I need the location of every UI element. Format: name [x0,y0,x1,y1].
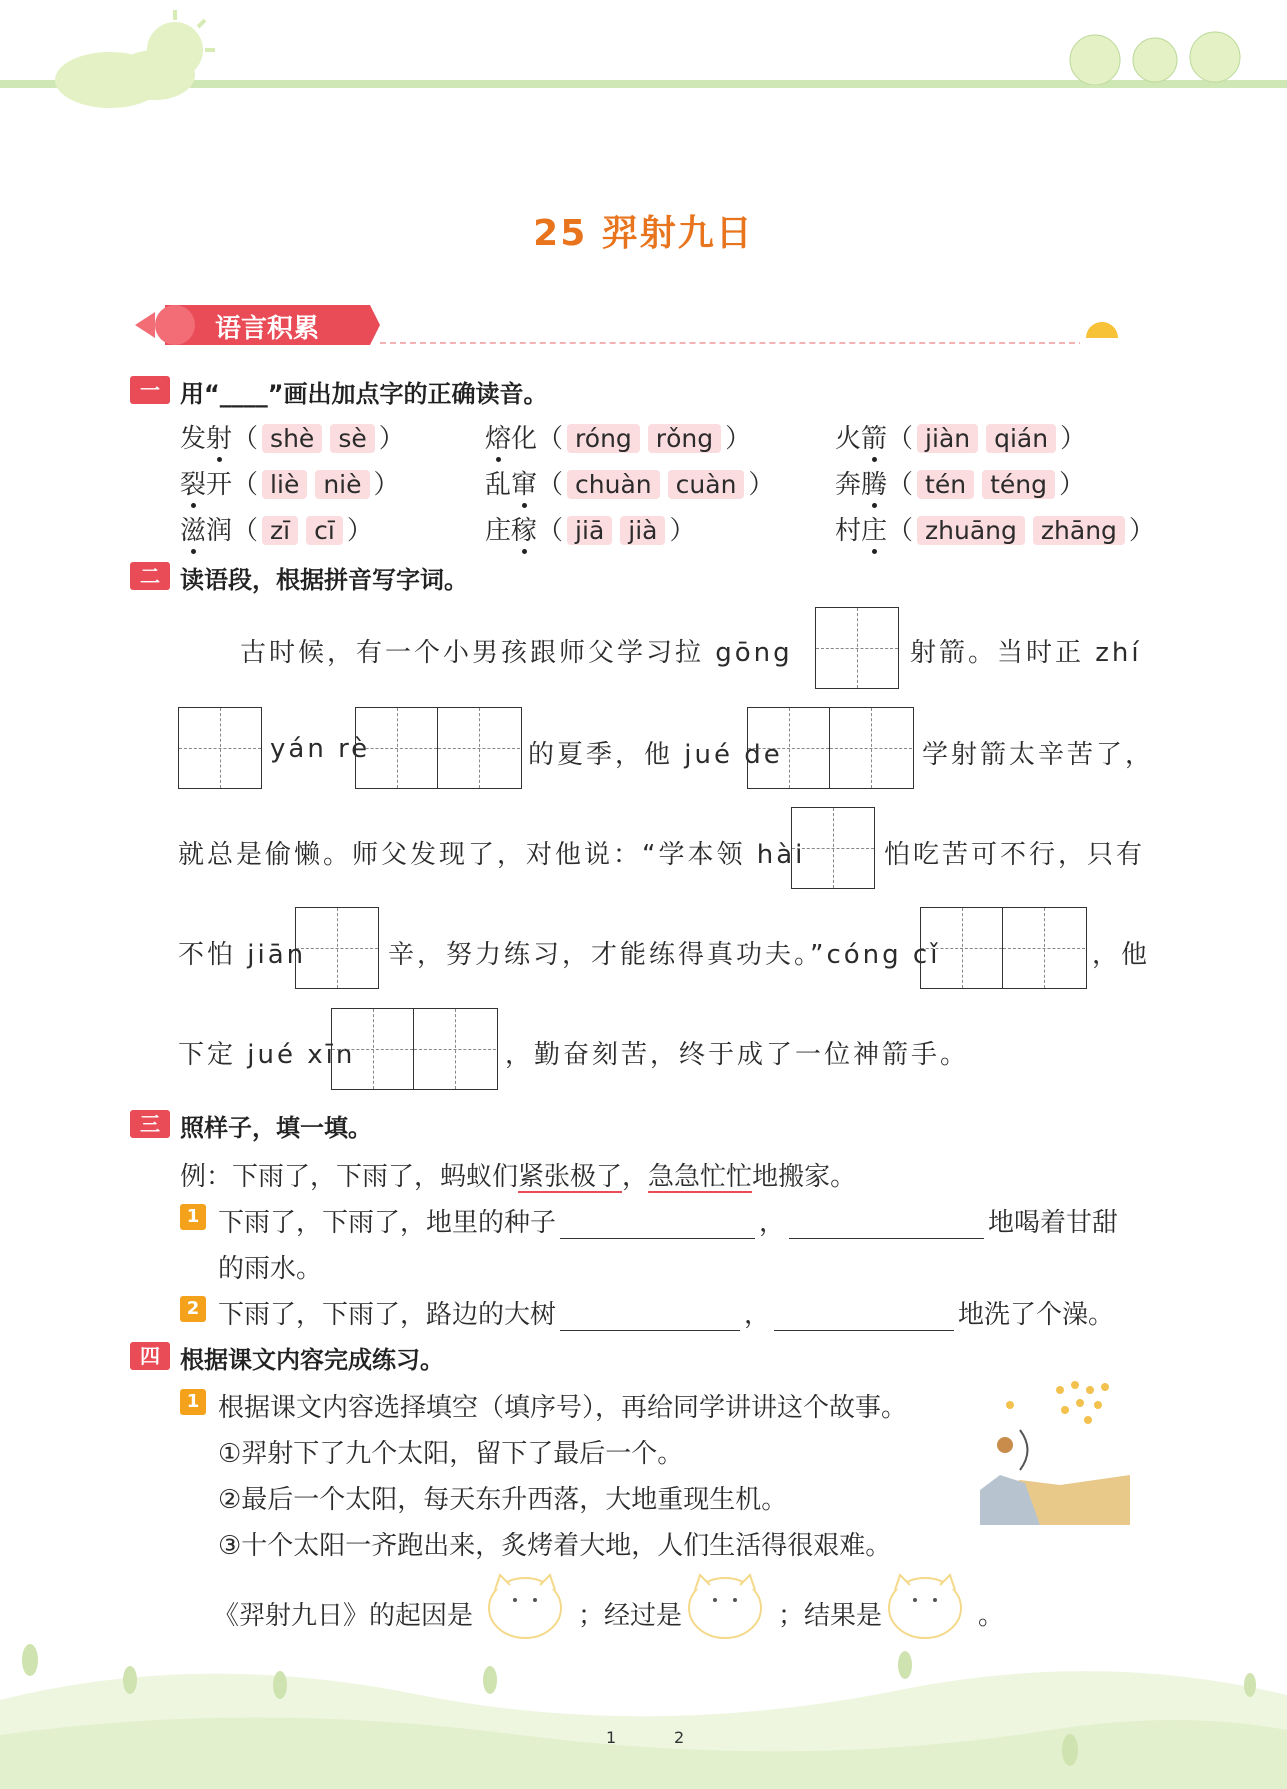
answer-grid-juexin[interactable] [331,1008,498,1090]
paren-open: （ [887,470,914,500]
pinyin-char: 润 [206,516,233,546]
q3-1-text-b: 地喝着甘甜 [988,1208,1119,1238]
paren-close: ） [669,516,696,546]
section-heading-2: 读语段，根据拼音写字词。 [180,566,468,594]
q4-item-2: ②最后一个太阳，每天东升西落，大地重现生机。 [218,1485,788,1515]
banner-divider [380,342,1085,344]
q3-2-text-a: 下雨了，下雨了，路边的大树 [218,1300,557,1330]
passage-line-4a: 不怕 jiān [178,940,307,970]
pinyin-dotted-char: 腾 [861,470,888,500]
sun-icon [1080,310,1130,350]
paren-close: ） [748,470,775,500]
q4-instruction: 根据课文内容选择填空（填序号），再给同学讲讲这个故事。 [218,1393,908,1423]
q3-1-sep: ， [759,1208,786,1238]
pinyin-option[interactable]: shè [262,424,322,453]
q3-2-blank-b[interactable] [774,1306,954,1331]
paren-open: （ [887,424,914,454]
pinyin-char: 火 [835,424,862,454]
pinyin-dotted-char: 裂 [180,470,207,500]
section-number-1: 一 [130,376,170,404]
paren-open: （ [537,470,564,500]
q4-fill-a: 《羿射九日》的起因是 [213,1601,474,1631]
example-prefix: 例：下雨了，下雨了，蚂蚁们 [180,1162,519,1192]
pinyin-dotted-char: 窜 [511,470,538,500]
cartoon-animals-decor [1055,25,1255,85]
answer-grid-congci[interactable] [920,907,1087,989]
pinyin-option[interactable]: qián [986,424,1056,453]
pinyin-option[interactable]: cī [306,516,343,545]
paren-open: （ [887,516,914,546]
pinyin-option[interactable]: sè [330,424,374,453]
pinyin-char: 发 [180,424,207,454]
answer-grid-hai[interactable] [791,807,875,889]
example-underline-2: 急急忙忙 [648,1162,753,1192]
pinyin-dotted-char: 箭 [861,424,888,454]
pinyin-option[interactable]: jiàn [917,424,978,453]
pinyin-option[interactable]: zī [262,516,298,545]
example-sentence [180,1156,856,1193]
q3-2-text-b: 地洗了个澡。 [958,1300,1115,1330]
q3-2-sep: ， [744,1300,771,1330]
paren-open: （ [537,516,564,546]
banner-title: 语言积累 [215,314,320,344]
pinyin-option[interactable]: jiā [567,516,612,545]
answer-grid-gong[interactable] [815,607,899,689]
answer-grid-zhi[interactable] [178,707,262,789]
pinyin-option[interactable]: rǒng [648,424,721,453]
q3-1-blank-b[interactable] [789,1214,984,1239]
pinyin-option[interactable]: róng [567,424,640,453]
paren-close: ） [373,470,400,500]
paren-open: （ [232,424,259,454]
section-number-2: 二 [130,562,170,590]
pinyin-item [835,418,1086,455]
pinyin-dotted-char: 射 [206,424,233,454]
pinyin-item [485,418,751,455]
pinyin-option[interactable]: zhāng [1033,516,1125,545]
passage-line-1b: 射箭。当时正 zhí [910,638,1142,668]
pinyin-option[interactable]: cuàn [668,470,745,499]
pinyin-option[interactable]: liè [262,470,307,499]
paren-open: （ [232,516,259,546]
cat-answer-box-process[interactable] [685,1570,765,1640]
pinyin-dotted-char: 稼 [511,516,538,546]
passage-line-3b: 怕吃苦可不行，只有 [884,840,1146,870]
pinyin-char: 乱 [485,470,512,500]
passage-line-2a: yán rè [270,734,371,764]
paren-open: （ [232,470,259,500]
q4-item-3: ③十个太阳一齐跑出来，炙烤着大地，人们生活得很艰难。 [218,1531,892,1561]
paren-close: ） [346,516,373,546]
paren-close: ） [1128,516,1155,546]
pinyin-option[interactable]: jià [620,516,665,545]
paren-open: （ [537,424,564,454]
pinyin-char: 庄 [485,516,512,546]
pinyin-option[interactable]: chuàn [567,470,660,499]
pinyin-dotted-char: 滋 [180,516,207,546]
section-heading-1: 用“____”画出加点字的正确读音。 [180,380,548,408]
pinyin-item [180,418,405,455]
bottom-hills-decor [0,1640,1287,1789]
answer-grid-jue-de[interactable] [747,707,914,789]
section-number-4: 四 [130,1342,170,1370]
answer-grid-jian[interactable] [295,907,379,989]
pinyin-char: 化 [511,424,538,454]
passage-line-5b: ，勤奋刻苦，终于成了一位神箭手。 [505,1040,970,1070]
cat-answer-box-cause[interactable] [485,1570,565,1640]
cat-answer-box-result[interactable] [885,1570,965,1640]
archer-illustration [980,1375,1130,1525]
page-title: 25 羿射九日 [533,213,754,254]
pinyin-option[interactable]: niè [315,470,369,499]
q3-2-blank-a[interactable] [560,1306,740,1331]
q4-fill-c: ；结果是 [778,1601,883,1631]
q3-sentence-1 [218,1202,1118,1239]
pinyin-char: 奔 [835,470,862,500]
section-heading-4: 根据课文内容完成练习。 [180,1346,444,1374]
example-suffix: 地搬家。 [752,1162,857,1192]
example-underline-1: 紧张极了 [518,1162,623,1192]
q3-1-continuation: 的雨水。 [218,1254,323,1284]
paren-close: ） [1060,424,1087,454]
pinyin-item [835,510,1155,547]
pinyin-item [485,464,774,501]
pinyin-option[interactable]: téng [982,470,1055,499]
paren-close: ） [1058,470,1085,500]
passage-line-4b: 辛，努力练习，才能练得真功夫。”cóng cǐ [388,940,941,970]
pinyin-item [180,464,400,501]
passage-line-2c: 学射箭太辛苦了， [922,740,1155,770]
page-number-2: 2 [674,1728,685,1747]
section-number-3: 三 [130,1110,170,1138]
q4-number-1: 1 [180,1389,206,1415]
q4-fill-b: ；经过是 [578,1601,683,1631]
pinyin-item [835,464,1085,501]
pinyin-dotted-char: 庄 [861,516,888,546]
paren-close: ） [378,424,405,454]
section-heading-3: 照样子，填一填。 [180,1114,372,1142]
q3-1-text-a: 下雨了，下雨了，地里的种子 [218,1208,557,1238]
page-number-1: 1 [606,1728,617,1747]
pinyin-item [485,510,696,547]
pinyin-option[interactable]: zhuāng [917,516,1025,545]
pinyin-option[interactable]: tén [917,470,974,499]
passage-line-4c: ，他 [1092,940,1151,970]
pinyin-char: 村 [835,516,862,546]
pinyin-dotted-char: 熔 [485,424,512,454]
q3-number-1: 1 [180,1204,206,1230]
sun-cloud-decor [20,5,230,115]
example-comma: ， [622,1162,649,1192]
paren-close: ） [725,424,752,454]
q4-fill-end: 。 [978,1601,1005,1631]
q3-number-2: 2 [180,1296,206,1322]
passage-line-5a: 下定 jué xīn [178,1040,356,1070]
pinyin-item [180,510,373,547]
passage-line-2b: 的夏季，他 jué de [528,740,783,770]
passage-line-1a: 古时候，有一个小男孩跟师父学习拉 gōng [240,638,793,668]
q3-sentence-2 [218,1294,1114,1331]
q3-1-blank-a[interactable] [560,1214,755,1239]
pinyin-char: 开 [206,470,233,500]
q4-item-1: ①羿射下了九个太阳，留下了最后一个。 [218,1439,684,1469]
answer-grid-yanre[interactable] [355,707,522,789]
passage-line-3a: 就总是偷懒。师父发现了，对他说：“学本领 hài [178,840,806,870]
